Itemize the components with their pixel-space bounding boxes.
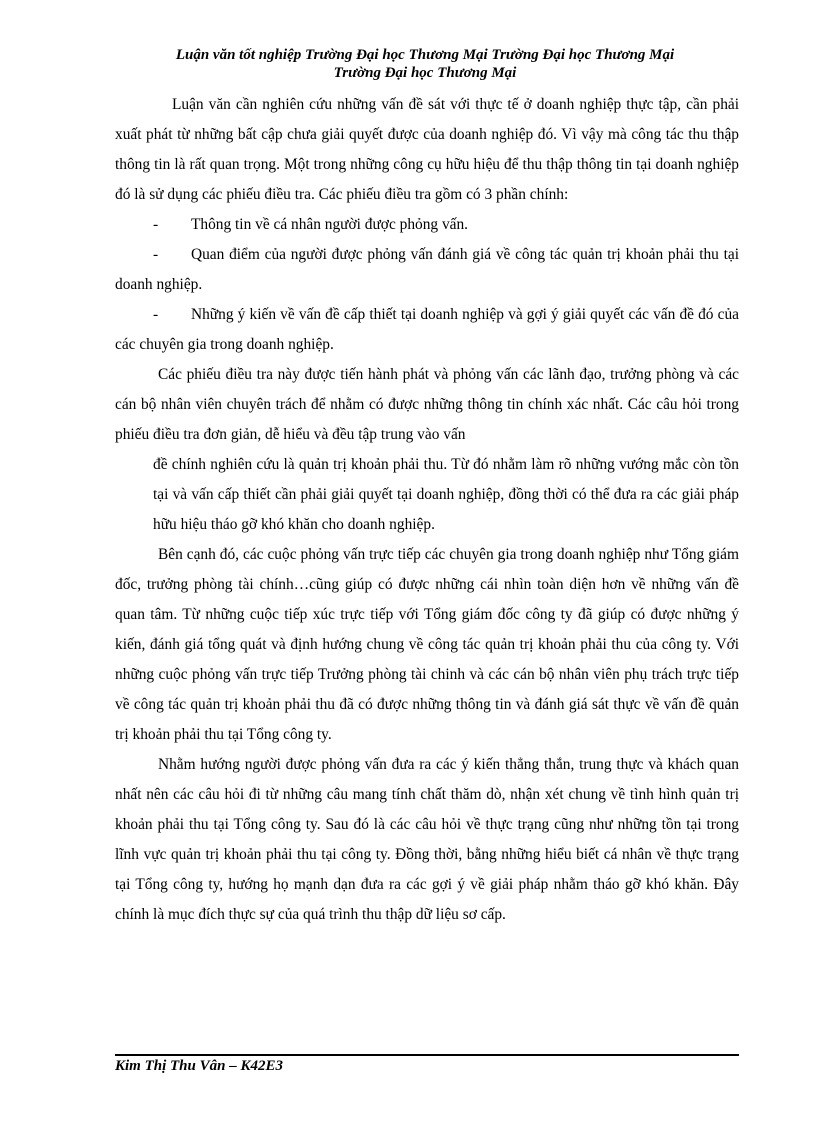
paragraph-survey-a: Các phiếu điều tra này được tiến hành phát và phỏng vấn các lãnh đạo, trưởng phòng và các cán bộ nhân viên chuyên trách để nhằm có được những thông tin chính xác nhất. Các câu hỏi trong phiếu điều tra đơn giản, dễ hiểu và đều tập trung vào vấn	[115, 366, 739, 443]
header-line-1: Luận văn tốt nghiệp Trường Đại học Thương Mại Trường Đại học Thương Mại	[175, 47, 675, 63]
paragraph-intro: Luận văn cần nghiên cứu những vấn đề sát với thực tế ở doanh nghiệp thực tập, cần phải xuất phát từ những bất cập chưa giải quyết được của doanh nghiệp đó. Vì vậy mà công tác thu thập thông tin là rất quan trọng. Một trong những công cụ hữu hiệu để thu thập thông tin tại doanh nghiệp đó là sử dụng các phiếu điều tra. Các phiếu điều tra gồm có 3 phần chính:	[115, 96, 739, 203]
header-line-2: Trường Đại học Thương Mại	[333, 65, 517, 81]
page-header	[110, 46, 740, 82]
bullet-dash: -	[153, 246, 159, 263]
document-body	[115, 90, 739, 930]
list-item-text: Những ý kiến về vấn đề cấp thiết tại doanh nghiệp và gợi ý giải quyết các vấn đề đó của các chuyên gia trong doanh nghiệp.	[115, 306, 739, 353]
paragraph-questions: Nhằm hướng người được phỏng vấn đưa ra các ý kiến thẳng thắn, trung thực và khách quan nhất nên các câu hỏi đi từ những câu mang tính chất thăm dò, nhận xét chung về tình hình quản trị khoản phải thu tại Tổng công ty. Sau đó là các câu hỏi về thực trạng cũng như những tồn tại trong lĩnh vực quản trị khoản phải thu tại công ty. Đồng thời, bằng những hiểu biết cá nhân về thực trạng tại Tổng công ty, hướng họ mạnh dạn đưa ra các gợi ý về giải pháp nhằm tháo gỡ khó khăn. Đây chính là mục đích thực sự của quá trình thu thập dữ liệu sơ cấp.	[115, 756, 739, 923]
bullet-dash: -	[153, 306, 159, 323]
list-item-text: Quan điểm của người được phỏng vấn đánh giá về công tác quản trị khoản phải thu tại doanh nghiệp.	[115, 246, 739, 293]
list-item-text: Thông tin về cá nhân người được phỏng vấn.	[191, 216, 469, 233]
list-item	[115, 300, 739, 360]
paragraph-interviews: Bên cạnh đó, các cuộc phỏng vấn trực tiếp các chuyên gia trong doanh nghiệp như Tổng giám đốc, trưởng phòng tài chính…cũng giúp có được những cái nhìn toàn diện hơn về những vấn đề quan tâm. Từ những cuộc tiếp xúc trực tiếp với Tổng giám đốc công ty đã giúp có được những ý kiến, đánh giá tổng quát và định hướng chung về công tác quản trị khoản phải thu của công ty. Với những cuộc phỏng vấn trực tiếp Trưởng phòng tài chinh và các cán bộ nhân viên phụ trách trực tiếp về công tác quản trị khoản phải thu đã có được những thông tin và đánh giá sát thực về vấn đề quản trị khoản phải thu tại Tổng công ty.	[115, 546, 739, 743]
page-footer: Kim Thị Thu Vân – K42E3	[115, 1058, 283, 1074]
list-item	[115, 240, 739, 300]
footer-divider	[115, 1054, 739, 1056]
paragraph-survey-b: đề chính nghiên cứu là quản trị khoản phải thu. Từ đó nhằm làm rõ những vướng mắc còn tồn tại và vấn cấp thiết cần phải giải quyết tại doanh nghiệp, đồng thời có thể đưa ra các giải pháp hữu hiệu tháo gỡ khó khăn cho doanh nghiệp.	[153, 456, 739, 533]
list-item	[115, 210, 739, 240]
bullet-dash: -	[153, 216, 159, 233]
